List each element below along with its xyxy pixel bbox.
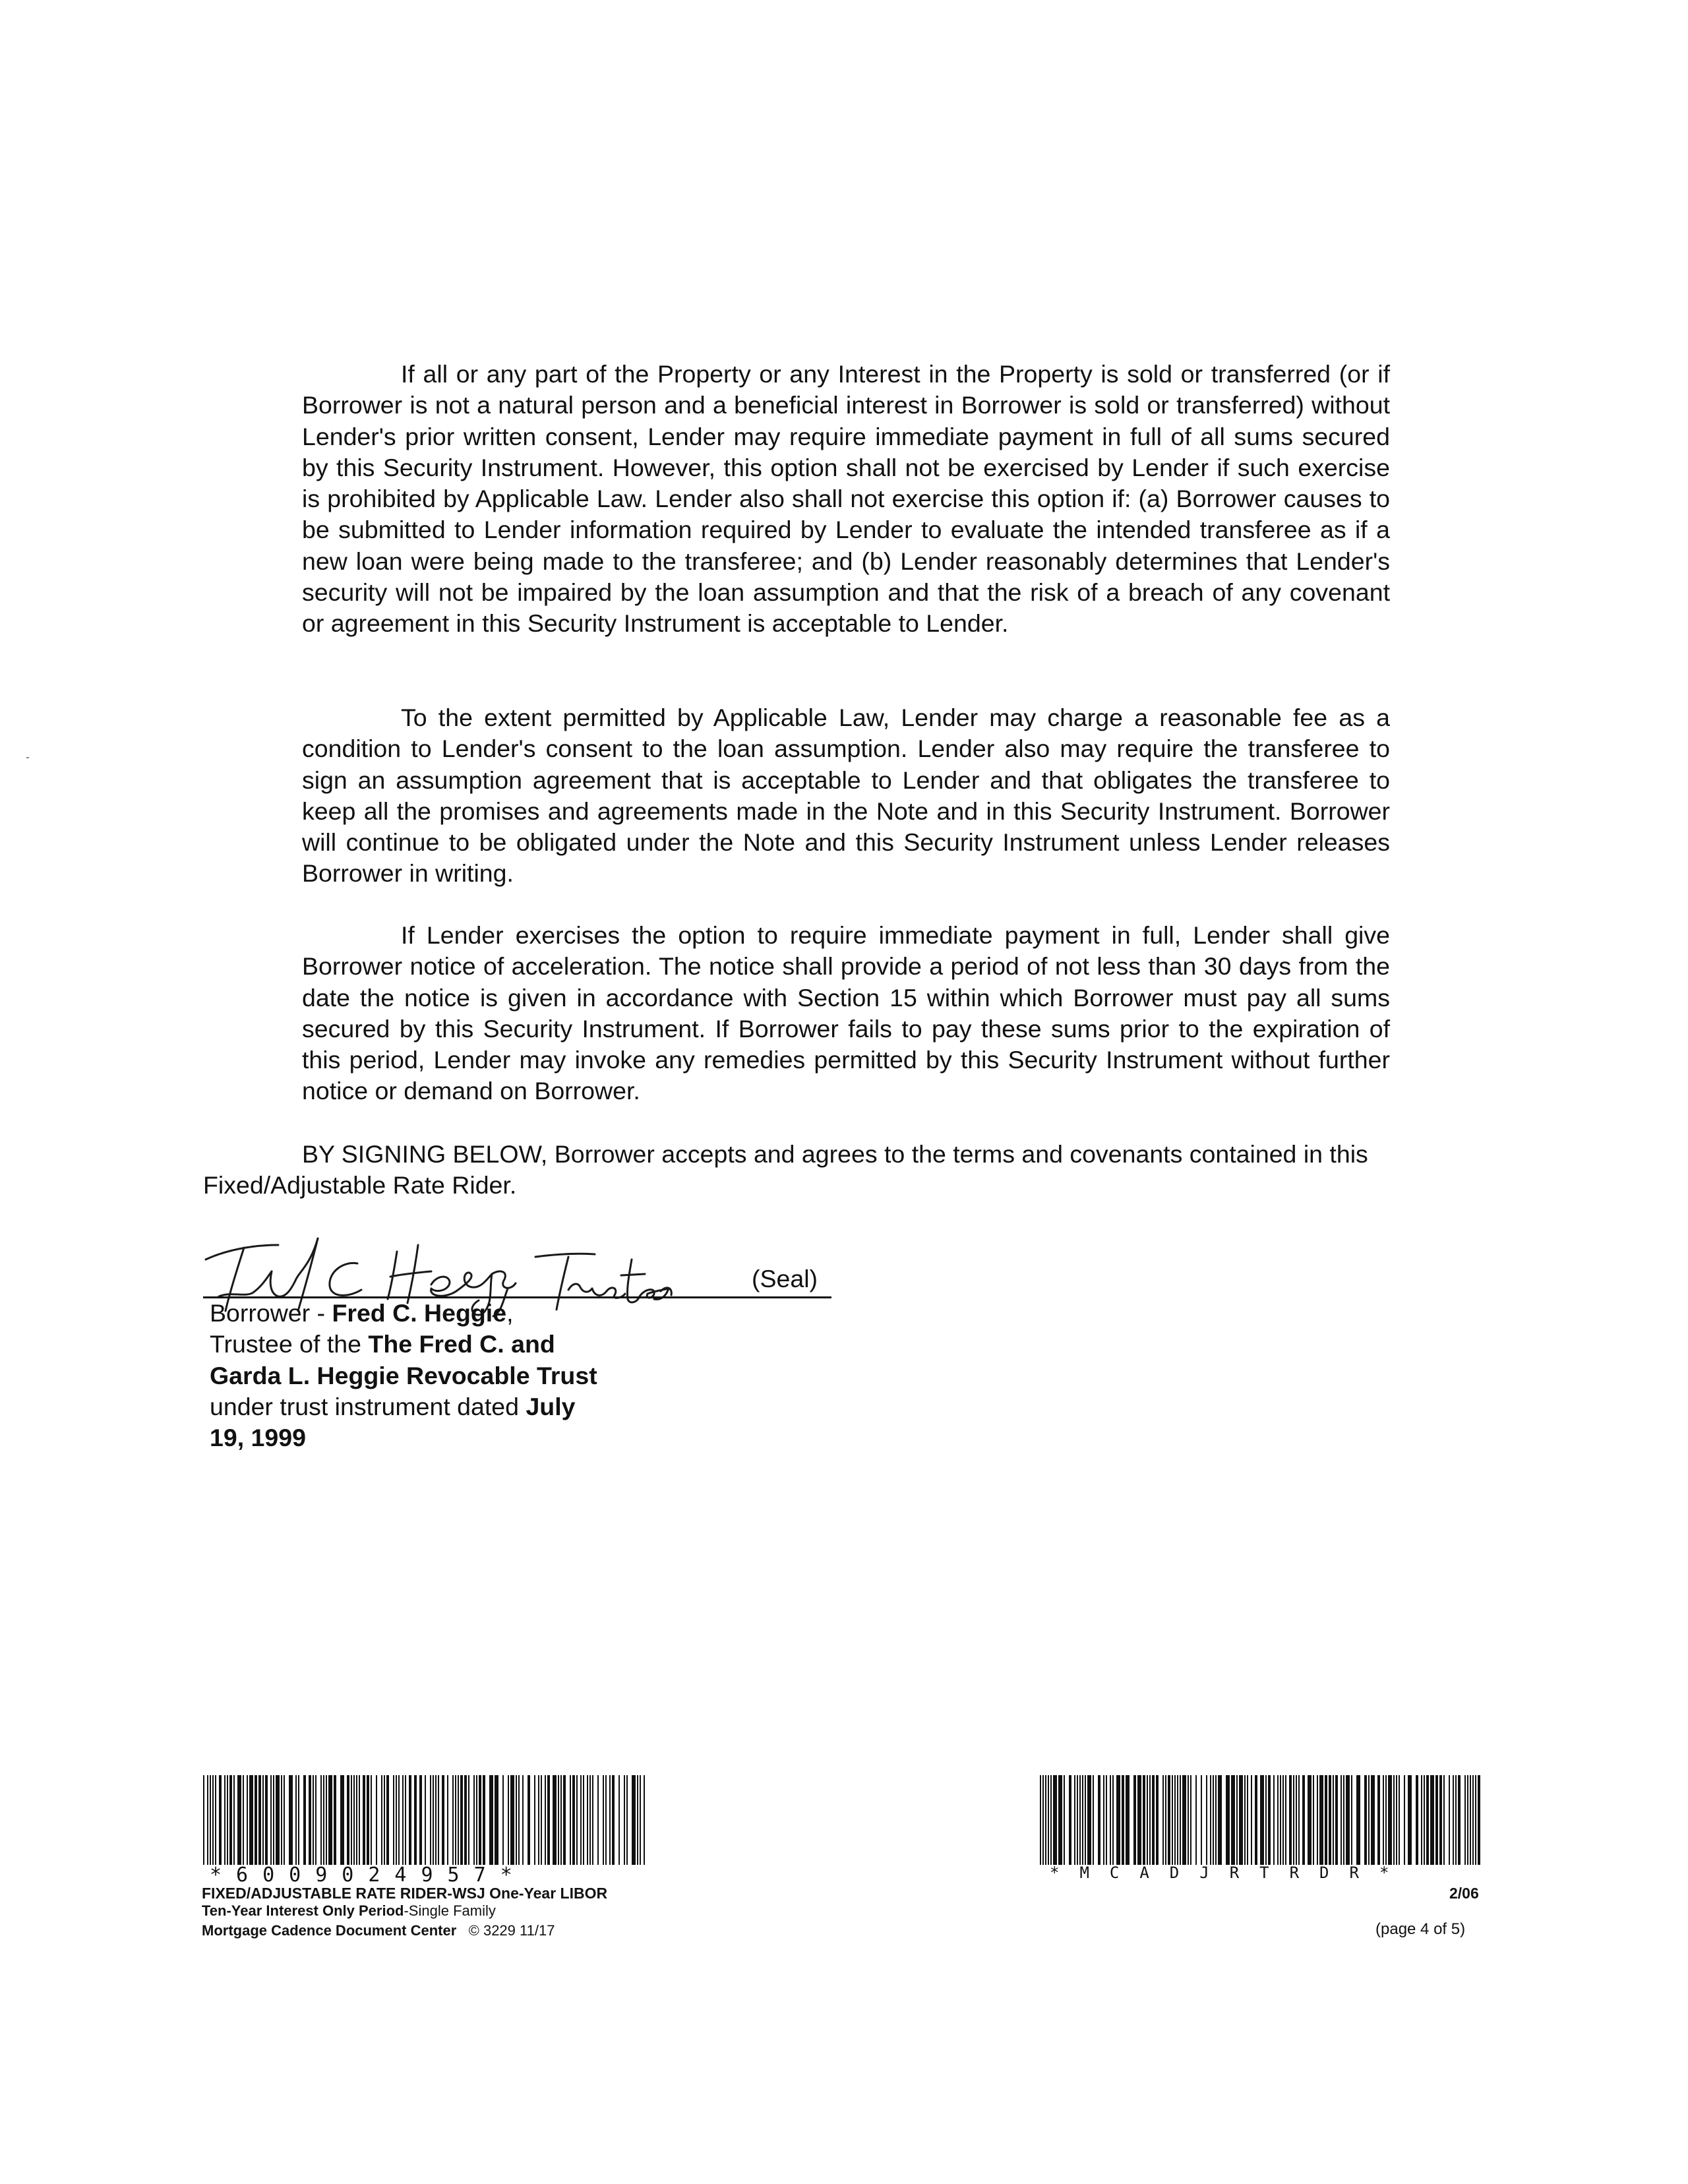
- form-subtitle-bold: Ten-Year Interest Only Period: [202, 1902, 404, 1919]
- form-publisher: [202, 1922, 555, 1940]
- trustee-of: Trustee of the: [210, 1330, 369, 1358]
- barcode-icon: [202, 1775, 649, 1865]
- form-subtitle-rest: -Single Family: [404, 1902, 496, 1919]
- paragraph-transfer-of-property: If all or any part of the Property or any Interest in the Property is sold or transferred (or if Borrower is not a natural person and a beneficial interest in Borrower is sold or transferred) without Lender's prior written consent, Lender may require immediate payment in full of all sums secured by this Security Instrument. However, this option shall not be exercised by Lender if such exercise is prohibited by Applicable Law. Lender also shall not exercise this option if: (a) Borrower causes to be submitted to Lender information required by Lender to evaluate the intended transferee as if a new loan were being made to the transferee; and (b) Lender reasonably determines that Lender's security will not be impaired by the loan assumption and that the risk of a breach of any covenant or agreement in this Security Instrument is acceptable to Lender.: [302, 360, 1390, 638]
- form-version: 2/06: [1449, 1885, 1479, 1902]
- paragraph-acceleration-notice: If Lender exercises the option to require immediate payment in full, Lender shall give Borrower notice of acceleration. The notice shall provide a period of not less than 30 days from the date the notice is given in accordance with Section 15 within which Borrower must pay all sums secured by this Security Instrument. If Borrower fails to pay these sums prior to the expiration of this period, Lender may invoke any remedies permitted by this Security Instrument without further notice or demand on Borrower.: [302, 921, 1390, 1105]
- scan-speck: [26, 757, 29, 758]
- seal-label: (Seal): [752, 1265, 818, 1292]
- signing-statement: BY SIGNING BELOW, Borrower accepts and agrees to the terms and covenants contained in this Fixed/Adjustable Rate Rider.: [203, 1140, 1368, 1199]
- borrower-name: Fred C. Heggie: [332, 1299, 507, 1327]
- barcode-right-text: *MCADJRTRDR*: [1050, 1864, 1410, 1882]
- page-number: (page 4 of 5): [1375, 1920, 1466, 1938]
- form-subtitle: [202, 1902, 496, 1920]
- instrument-text: under trust instrument dated: [210, 1392, 526, 1420]
- form-title: FIXED/ADJUSTABLE RATE RIDER-WSJ One-Year LIBOR: [202, 1885, 608, 1902]
- trust-date-part-1: July: [526, 1392, 576, 1420]
- paragraph-assumption-fee: To the extent permitted by Applicable Law, Lender may charge a reasonable fee as a condition to Lender's consent to the loan assumption. Lender also may require the transferee to sign an assumption agreement that is acceptable to Lender and that obligates the transferee to keep all the promises and agreements made in the Note and in this Security Instrument. Borrower will continue to be obligated under the Note and this Security Instrument unless Lender releases Borrower in writing.: [302, 704, 1390, 888]
- trust-date-part-2: 19, 1999: [210, 1424, 306, 1452]
- trust-name-line-2: Garda L. Heggie Revocable Trust: [210, 1361, 597, 1389]
- form-publisher-bold: Mortgage Cadence Document Center: [202, 1922, 457, 1939]
- trust-name-line-1: The Fred C. and: [368, 1330, 555, 1358]
- barcode-left-text: *6009024957*: [210, 1864, 527, 1887]
- form-publisher-rest: © 3229 11/17: [468, 1922, 555, 1939]
- signer-block: Borrower - Fred C. Heggie, Trustee of the The Fred C. and Garda L. Heggie Revocable Trust under trust instrument dated July 19, 1999: [210, 1299, 597, 1452]
- role-prefix: Borrower -: [210, 1299, 332, 1327]
- barcode-icon: [1039, 1775, 1486, 1865]
